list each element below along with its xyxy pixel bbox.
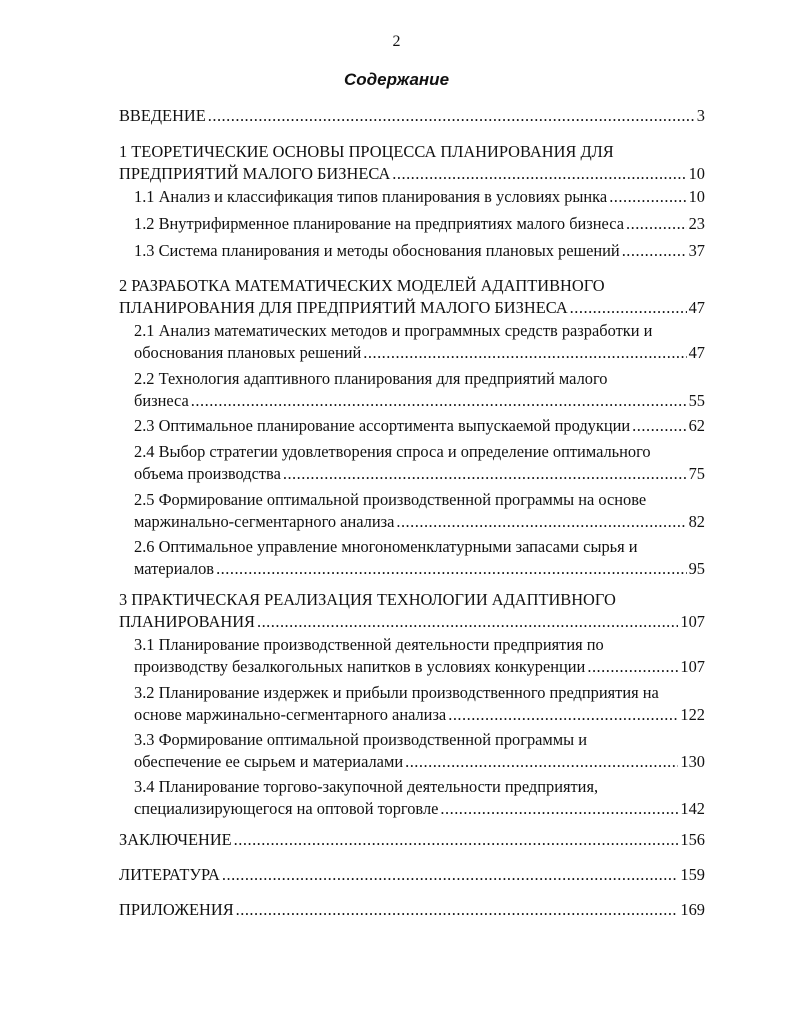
dot-leader [440, 798, 678, 820]
entry-text: 2.5 Формирование оптимальной производственной программы на основе [134, 490, 647, 509]
dot-leader [236, 899, 679, 921]
entry-text: обоснования плановых решений [134, 343, 362, 362]
entry-text: 2 РАЗРАБОТКА МАТЕМАТИЧЕСКИХ МОДЕЛЕЙ АДАПТИВНОГО [119, 276, 605, 295]
entry-text: 1.3 Система планирования и методы обоснования плановых решений [134, 241, 620, 260]
entry-page: 107 [680, 657, 705, 676]
toc-entry-2-4[interactable] [134, 441, 705, 485]
dot-leader [570, 297, 687, 319]
entry-text: 1.1 Анализ и классификация типов планирования в условиях рынка [134, 187, 608, 206]
toc-entry-chapter-2[interactable] [119, 275, 705, 319]
page-number: 2 [392, 33, 401, 50]
dot-leader [234, 829, 679, 851]
dot-leader [392, 163, 686, 185]
dot-leader [283, 463, 687, 485]
toc-entry-1-1[interactable] [134, 186, 705, 208]
entry-text: 2.1 Анализ математических методов и программных средств разработки и [134, 321, 653, 340]
entry-page: 10 [688, 164, 705, 183]
entry-text: 2.2 Технология адаптивного планирования для предприятий малого [134, 369, 608, 388]
entry-page: 23 [688, 214, 705, 233]
dot-leader [448, 704, 678, 726]
entry-page: 75 [688, 464, 705, 483]
toc-entry-2-6[interactable] [134, 536, 705, 580]
toc-entry-3-4[interactable] [134, 776, 705, 820]
entry-text: 2.3 Оптимальное планирование ассортимента выпускаемой продукции [134, 416, 631, 435]
toc-entry-3-1[interactable] [134, 634, 705, 678]
dot-leader [632, 415, 686, 437]
entry-text: основе маржинально-сегментарного анализа [134, 705, 447, 724]
entry-page: 130 [680, 752, 705, 771]
toc-entry-conclusion[interactable] [119, 829, 705, 851]
entry-text: 3.1 Планирование производственной деятельности предприятия по [134, 635, 604, 654]
entry-page: 47 [688, 298, 705, 317]
entry-page: 156 [680, 830, 705, 849]
entry-page: 62 [688, 416, 705, 435]
entry-text: 1.2 Внутрифирменное планирование на предприятиях малого бизнеса [134, 214, 624, 233]
toc-entry-2-1[interactable] [134, 320, 705, 364]
toc-entry-1-3[interactable] [134, 240, 705, 262]
entry-text: маржинально-сегментарного анализа [134, 512, 395, 531]
entry-page: 55 [688, 391, 705, 410]
toc-title: Содержание [343, 70, 450, 89]
toc-entry-2-2[interactable] [134, 368, 705, 412]
toc-entry-literature[interactable] [119, 864, 705, 886]
dot-leader [609, 186, 686, 208]
entry-text: бизнеса [134, 391, 189, 410]
dot-leader [622, 240, 687, 262]
entry-text: ВВЕДЕНИЕ [119, 106, 206, 125]
entry-text: 2.4 Выбор стратегии удовлетворения спроса и определение оптимального [134, 442, 651, 461]
entry-text: материалов [134, 559, 215, 578]
entry-page: 37 [688, 241, 705, 260]
toc-entry-chapter-1[interactable] [119, 141, 705, 185]
toc-entry-3-3[interactable] [134, 729, 705, 773]
entry-text: ПЛАНИРОВАНИЯ [119, 612, 255, 631]
entry-text: 3.3 Формирование оптимальной производственной программы и [134, 730, 588, 749]
entry-page: 95 [688, 559, 705, 578]
entry-page: 142 [680, 799, 705, 818]
entry-page: 122 [680, 705, 705, 724]
entry-text: 3.2 Планирование издержек и прибыли производственного предприятия на [134, 683, 659, 702]
entry-page: 159 [680, 865, 705, 884]
toc-entry-1-2[interactable] [134, 213, 705, 235]
entry-text: 2.6 Оптимальное управление многономенклатурными запасами сырья и [134, 537, 638, 556]
entry-page: 107 [680, 612, 705, 631]
entry-text: объема производства [134, 464, 281, 483]
entry-text: специализирующегося на оптовой торговле [134, 799, 439, 818]
entry-page: 82 [688, 512, 705, 531]
entry-page: 169 [680, 900, 705, 919]
toc-entry-appendices[interactable] [119, 899, 705, 921]
toc-entry-2-5[interactable] [134, 489, 705, 533]
dot-leader [405, 751, 678, 773]
dot-leader [363, 342, 686, 364]
entry-text: ЗАКЛЮЧЕНИЕ [119, 830, 232, 849]
entry-text: 3.4 Планирование торгово-закупочной деятельности предприятия, [134, 777, 599, 796]
entry-text: производству безалкогольных напитков в условиях конкуренции [134, 657, 586, 676]
entry-text: ПЛАНИРОВАНИЯ ДЛЯ ПРЕДПРИЯТИЙ МАЛОГО БИЗНЕСА [119, 298, 568, 317]
entry-text: ПРЕДПРИЯТИЙ МАЛОГО БИЗНЕСА [119, 164, 391, 183]
toc-entry-3-2[interactable] [134, 682, 705, 726]
toc-entry-introduction[interactable] [119, 105, 705, 127]
dot-leader [208, 105, 695, 127]
entry-page: 10 [688, 187, 705, 206]
entry-text: 3 ПРАКТИЧЕСКАЯ РЕАЛИЗАЦИЯ ТЕХНОЛОГИИ АДАПТИВНОГО [119, 590, 616, 609]
dot-leader [626, 213, 687, 235]
entry-text: ПРИЛОЖЕНИЯ [119, 900, 234, 919]
entry-text: ЛИТЕРАТУРА [119, 865, 220, 884]
toc-entry-2-3[interactable] [134, 415, 705, 437]
dot-leader [257, 611, 678, 633]
entry-text: обеспечение ее сырьем и материалами [134, 752, 404, 771]
entry-text: 1 ТЕОРЕТИЧЕСКИЕ ОСНОВЫ ПРОЦЕССА ПЛАНИРОВАНИЯ ДЛЯ [119, 142, 614, 161]
dot-leader [396, 511, 686, 533]
dot-leader [216, 558, 687, 580]
entry-page: 47 [688, 343, 705, 362]
dot-leader [191, 390, 687, 412]
entry-page: 3 [696, 106, 705, 125]
toc-entry-chapter-3[interactable] [119, 589, 705, 633]
dot-leader [222, 864, 679, 886]
dot-leader [587, 656, 678, 678]
